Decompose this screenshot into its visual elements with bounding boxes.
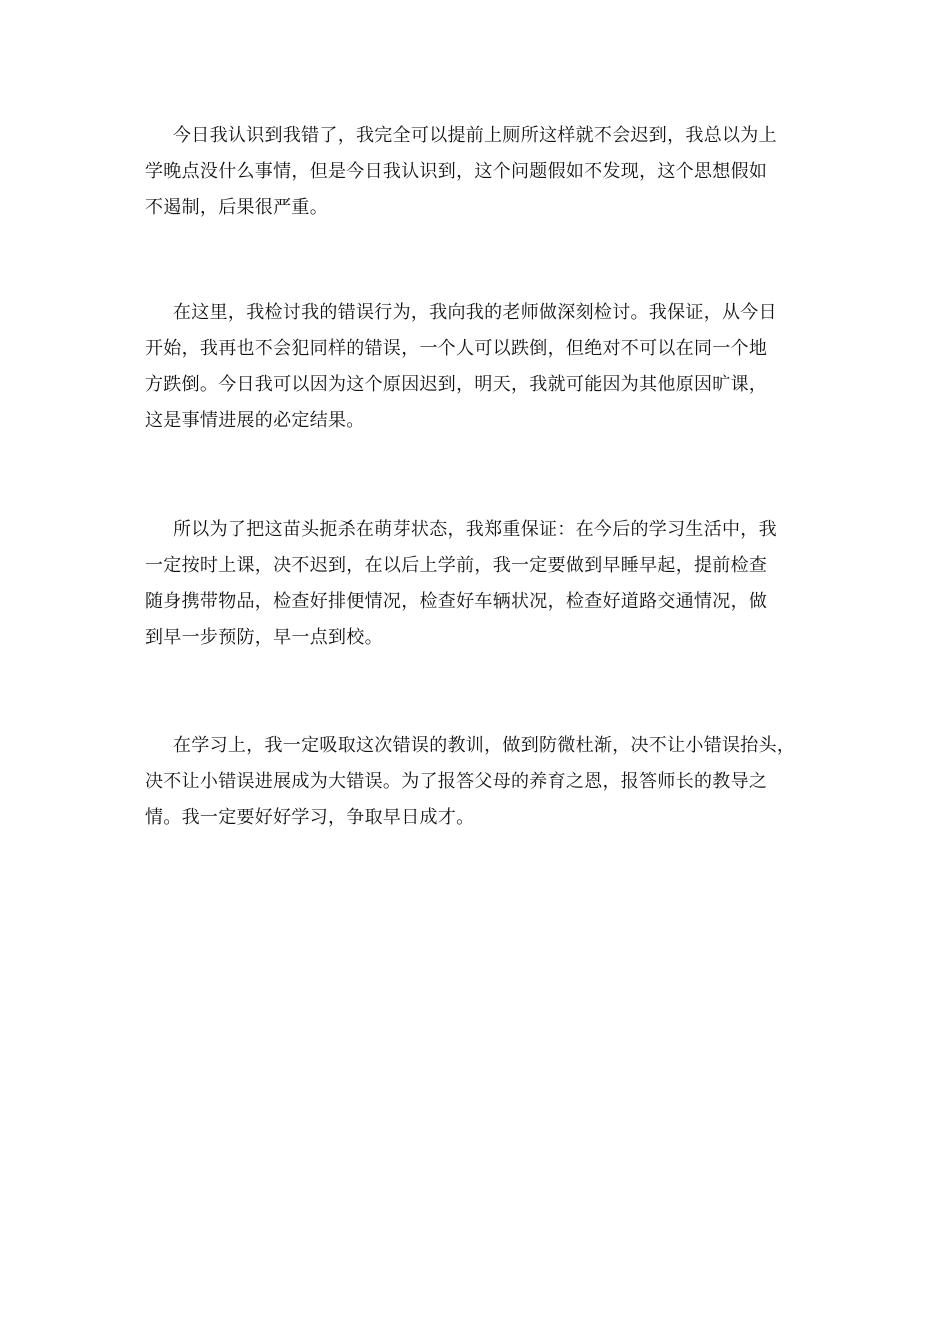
paragraph-2 bbox=[145, 295, 777, 439]
paragraph-4 bbox=[145, 728, 795, 836]
paragraph-line: 到早一步预防，早一点到校。 bbox=[145, 627, 383, 648]
paragraph-line: 方跌倒。今日我可以因为这个原因迟到，明天，我就可能因为其他原因旷课， bbox=[145, 374, 768, 395]
paragraph-line: 学晚点没什么事情，但是今日我认识到，这个问题假如不发现，这个思想假如 bbox=[145, 161, 768, 182]
paragraph-line: 这是事情进展的必定结果。 bbox=[145, 410, 365, 431]
paragraph-1 bbox=[145, 118, 777, 226]
paragraph-line: 一定按时上课，决不迟到，在以后上学前，我一定要做到早睡早起，提前检查 bbox=[145, 555, 768, 576]
paragraph-line: 决不让小错误进展成为大错误。为了报答父母的养育之恩，报答师长的教导之 bbox=[145, 771, 768, 792]
paragraph-line: 情。我一定要好好学习，争取早日成才。 bbox=[145, 807, 475, 828]
paragraph-line: 开始，我再也不会犯同样的错误，一个人可以跌倒，但绝对不可以在同一个地 bbox=[145, 338, 768, 359]
paragraph-line: 今日我认识到我错了，我完全可以提前上厕所这样就不会迟到，我总以为上 bbox=[173, 125, 777, 146]
paragraph-line: 所以为了把这苗头扼杀在萌芽状态，我郑重保证：在今后的学习生活中，我 bbox=[173, 519, 777, 540]
paragraph-line: 在这里，我检讨我的错误行为，我向我的老师做深刻检讨。我保证，从今日 bbox=[173, 302, 777, 323]
paragraph-3 bbox=[145, 512, 777, 656]
paragraph-line: 在学习上，我一定吸取这次错误的教训，做到防微杜渐，决不让小错误抬头， bbox=[173, 735, 796, 756]
paragraph-line: 不遏制，后果很严重。 bbox=[145, 197, 328, 218]
paragraph-line: 随身携带物品，检查好排便情况，检查好车辆状况，检查好道路交通情况，做 bbox=[145, 591, 768, 612]
